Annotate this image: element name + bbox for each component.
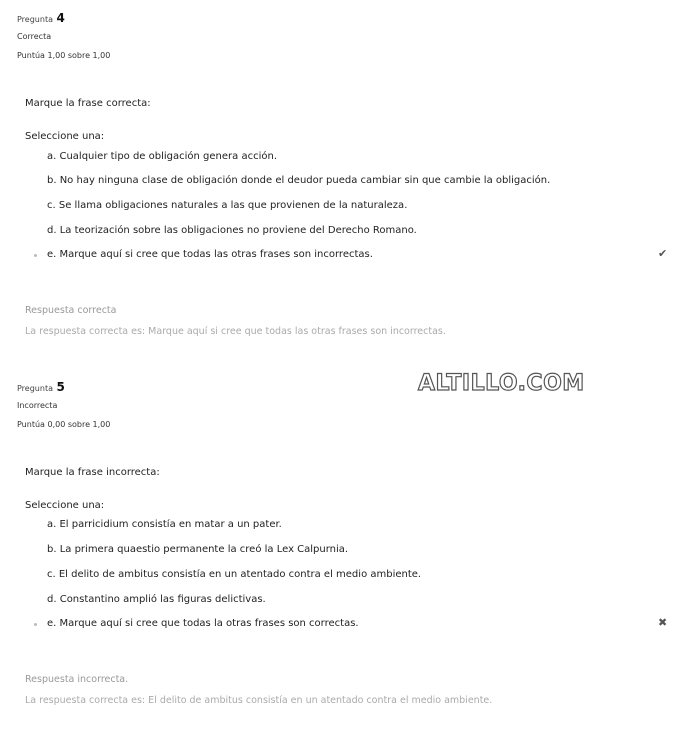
feedback-text: Respuesta incorrecta. — [25, 674, 129, 685]
question-state: Incorrecta — [17, 401, 58, 410]
feedback-text: Respuesta correcta — [25, 305, 117, 316]
question-grade: Puntúa 0,00 sobre 1,00 — [17, 420, 111, 429]
question-prefix: Pregunta — [17, 384, 53, 393]
question-text: Marque la frase incorrecta: — [25, 467, 160, 478]
answer-option-b[interactable]: b. No hay ninguna clase de obligación donde el deudor pueda cambiar sin que cambie la obligación. — [47, 175, 551, 186]
watermark-logo: ALTILLO.COM — [418, 371, 585, 396]
answer-option-d[interactable]: d. La teorización sobre las obligaciones no proviene del Derecho Romano. — [47, 225, 417, 236]
answer-option-e[interactable]: e. Marque aquí si cree que todas la otras frases son correctas. — [47, 618, 359, 629]
question-number-value: 5 — [56, 380, 65, 394]
question-prefix: Pregunta — [17, 15, 53, 24]
check-icon: ✔ — [658, 247, 668, 260]
answer-option-e[interactable]: e. Marque aquí si cree que todas las otras frases son incorrectas. — [47, 249, 373, 260]
answer-prompt: Seleccione una: — [25, 131, 105, 142]
cross-icon: ✖ — [658, 616, 668, 629]
question-state: Correcta — [17, 32, 52, 41]
answer-prompt: Seleccione una: — [25, 500, 105, 511]
answer-option-c[interactable]: c. Se llama obligaciones naturales a las que provienen de la naturaleza. — [47, 200, 408, 211]
question-number — [17, 380, 65, 394]
answer-option-b[interactable]: b. La primera quaestio permanente la creó la Lex Calpurnia. — [47, 544, 349, 555]
right-answer-text: La respuesta correcta es: Marque aquí si cree que todas las otras frases son incorrectas. — [25, 326, 446, 337]
answer-option-a[interactable]: a. El parricidium consistía en matar a un pater. — [47, 519, 282, 530]
selected-radio[interactable] — [34, 623, 37, 626]
question-grade: Puntúa 1,00 sobre 1,00 — [17, 51, 111, 60]
question-number — [17, 11, 65, 25]
right-answer-text: La respuesta correcta es: El delito de ambitus consistía en un atentado contra el medio ambiente. — [25, 695, 493, 706]
question-text: Marque la frase correcta: — [25, 98, 151, 109]
selected-radio[interactable] — [34, 254, 37, 257]
answer-option-a[interactable]: a. Cualquier tipo de obligación genera acción. — [47, 151, 277, 162]
answer-option-d[interactable]: d. Constantino amplió las figuras delictivas. — [47, 594, 266, 605]
question-number-value: 4 — [56, 11, 65, 25]
answer-option-c[interactable]: c. El delito de ambitus consistía en un atentado contra el medio ambiente. — [47, 569, 422, 580]
